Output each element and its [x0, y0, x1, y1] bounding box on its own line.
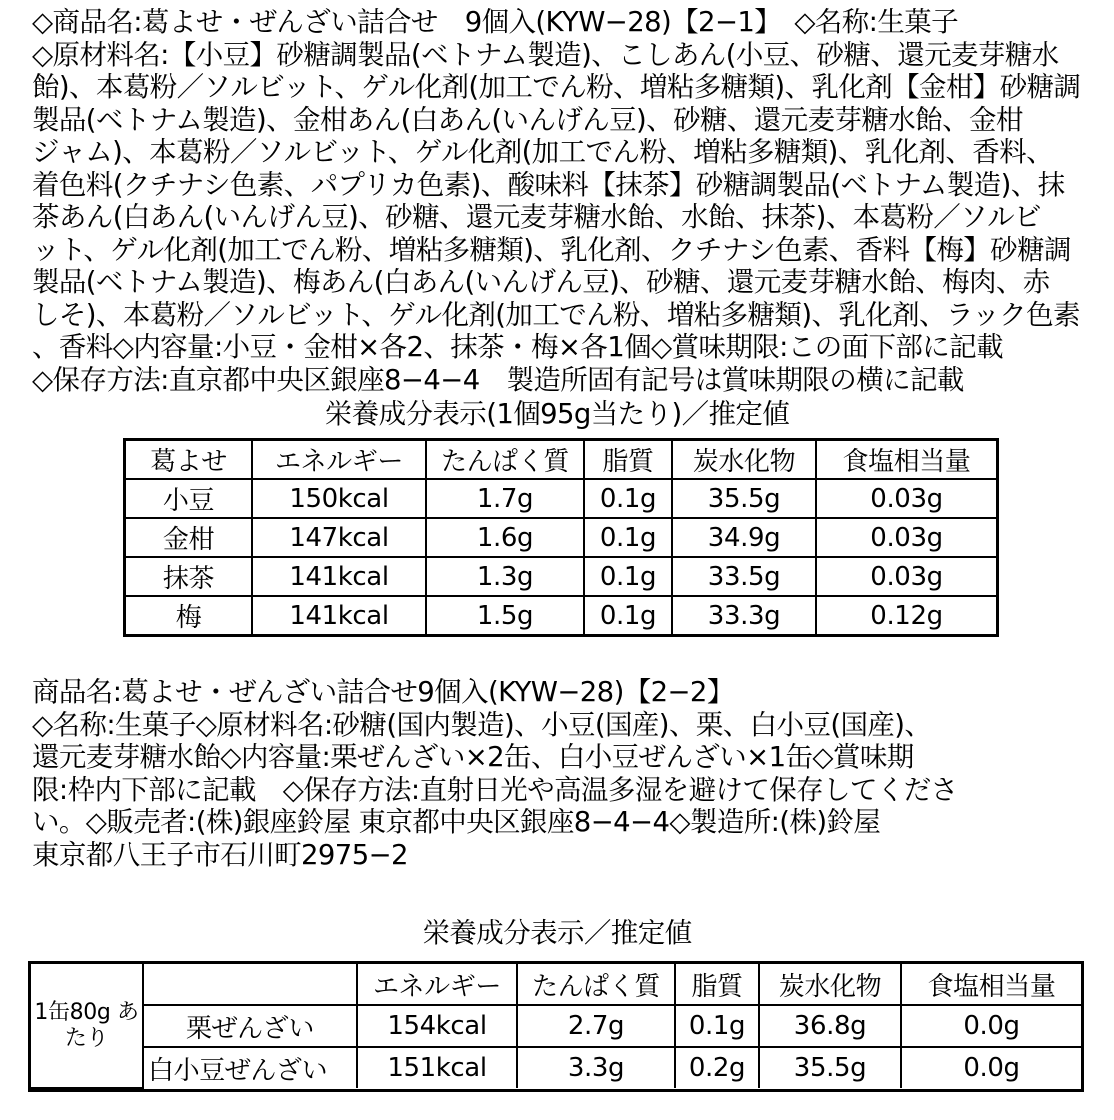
label2-line: 商品名:葛よせ・ぜんざい詰合せ9個入(KYW−28)【2−2】 — [32, 676, 734, 708]
table-cell: 0.1g — [584, 479, 672, 518]
nutrition-table-2-title: 栄養成分表示／推定値 — [422, 917, 692, 949]
table-cell: 梅 — [126, 596, 252, 634]
table-header-blank — [143, 964, 357, 1005]
table-cell: 1.3g — [426, 557, 584, 596]
label1-line: 茶あん(白あん(いんげん豆)、砂糖、還元麦芽糖水飴、水飴、抹茶)、本葛粉／ソルビ — [32, 201, 1041, 233]
table-cell: 150kcal — [252, 479, 426, 518]
table-cell: 2.7g — [517, 1005, 675, 1047]
table-cell: 0.1g — [584, 518, 672, 557]
table-cell: 147kcal — [252, 518, 426, 557]
nutrition-table-2 — [28, 961, 1084, 1092]
table-cell: 0.0g — [901, 1005, 1081, 1047]
table-header-cell: 脂質 — [675, 964, 759, 1005]
table-header-cell: 炭水化物 — [672, 441, 816, 479]
table-cell: 154kcal — [357, 1005, 517, 1047]
table-cell: 35.5g — [672, 479, 816, 518]
table-row — [126, 557, 996, 596]
table-cell: 0.1g — [584, 557, 672, 596]
label1-line: 着色料(クチナシ色素、パプリカ色素)、酸味料【抹茶】砂糖調製品(ベトナム製造)、抹 — [32, 168, 1065, 201]
table-cell: 36.8g — [759, 1005, 901, 1047]
table-header-cell: エネルギー — [357, 964, 517, 1005]
label2-line: ◇名称:生菓子◇原材料名:砂糖(国内製造)、小豆(国産)、栗、白小豆(国産)、 — [32, 708, 932, 741]
label1-line: 製品(ベトナム製造)、金柑あん(白あん(いんげん豆)、砂糖、還元麦芽糖水飴、金柑 — [32, 103, 1023, 136]
table-row — [126, 479, 996, 518]
table-row — [31, 1005, 1081, 1047]
product-label-part-2 — [32, 676, 958, 871]
table-cell: 0.1g — [675, 1005, 759, 1047]
table-cell: 1.7g — [426, 479, 584, 518]
table-row — [126, 518, 996, 557]
table-cell: 151kcal — [357, 1047, 517, 1088]
table-header-cell: 脂質 — [584, 441, 672, 479]
label2-line: い。◇販売者:(株)銀座鈴屋 東京都中央区銀座8−4−4◇製造所:(株)鈴屋 — [32, 806, 881, 838]
label1-line: ◇原材料名:【小豆】砂糖調製品(ベトナム製造)、こしあん(小豆、砂糖、還元麦芽糖水 — [32, 38, 1059, 71]
label1-line: しそ)、本葛粉／ソルビット、ゲル化剤(加工でん粉、増粘多糖類)、乳化剤、ラック色素 — [32, 298, 1080, 331]
table-cell: 0.03g — [816, 518, 996, 557]
serving-size-cell: 1缶80g あたり — [31, 964, 143, 1088]
table-row — [31, 1047, 1081, 1088]
table-cell: 小豆 — [126, 479, 252, 518]
label2-line: 限:枠内下部に記載 ◇保存方法:直射日光や高温多湿を避けて保存してくださ — [32, 773, 958, 806]
table-cell: 141kcal — [252, 596, 426, 634]
table-cell: 141kcal — [252, 557, 426, 596]
table-header-row — [31, 964, 1081, 1005]
table-cell: 3.3g — [517, 1047, 675, 1088]
table-cell: 0.1g — [584, 596, 672, 634]
nutrition-table-1 — [123, 438, 999, 637]
label1-line: ット、ゲル化剤(加工でん粉、増粘多糖類)、乳化剤、クチナシ色素、香料【梅】砂糖調 — [32, 233, 1071, 266]
table-cell: 33.3g — [672, 596, 816, 634]
table-cell: 1.6g — [426, 518, 584, 557]
table-cell: 0.03g — [816, 479, 996, 518]
product-label-part-1 — [32, 6, 1080, 396]
label1-line: ◇保存方法:直京都中央区銀座8−4−4 製造所固有記号は賞味期限の横に記載 — [32, 363, 964, 396]
table-header-cell: 葛よせ — [126, 441, 252, 479]
table-cell: 35.5g — [759, 1047, 901, 1088]
table-cell: 金柑 — [126, 518, 252, 557]
table-row — [126, 596, 996, 634]
label1-line: 、香料◇内容量:小豆・金柑×各2、抹茶・梅×各1個◇賞味期限:この面下部に記載 — [32, 331, 1004, 363]
label1-line: ジャム)、本葛粉／ソルビット、ゲル化剤(加工でん粉、増粘多糖類)、乳化剤、香料、 — [32, 136, 1054, 168]
table-cell: 0.03g — [816, 557, 996, 596]
table-header-cell: 食塩相当量 — [816, 441, 996, 479]
table-cell: 34.9g — [672, 518, 816, 557]
table-header-cell: エネルギー — [252, 441, 426, 479]
table-cell: 1.5g — [426, 596, 584, 634]
table-cell: 栗ぜんざい — [143, 1005, 357, 1047]
table-header-cell: 炭水化物 — [759, 964, 901, 1005]
table-header-cell: 食塩相当量 — [901, 964, 1081, 1005]
label1-line: 飴)、本葛粉／ソルビット、ゲル化剤(加工でん粉、増粘多糖類)、乳化剤【金柑】砂糖調 — [32, 71, 1081, 103]
table-header-cell: たんぱく質 — [517, 964, 675, 1005]
table-cell: 33.5g — [672, 557, 816, 596]
label1-line: 製品(ベトナム製造)、梅あん(白あん(いんげん豆)、砂糖、還元麦芽糖水飴、梅肉、赤 — [32, 266, 1050, 298]
table-cell: 0.12g — [816, 596, 996, 634]
table-cell: 抹茶 — [126, 557, 252, 596]
label2-line: 還元麦芽糖水飴◇内容量:栗ぜんざい×2缶、白小豆ぜんざい×1缶◇賞味期 — [32, 741, 914, 773]
table-header-row — [126, 441, 996, 479]
label1-line: ◇商品名:葛よせ・ぜんざい詰合せ 9個入(KYW−28)【2−1】 ◇名称:生菓子 — [32, 6, 959, 38]
table-cell: 0.2g — [675, 1047, 759, 1088]
table-header-cell: たんぱく質 — [426, 441, 584, 479]
nutrition-table-1-title: 栄養成分表示(1個95g当たり)／推定値 — [324, 398, 790, 430]
label2-line: 東京都八王子市石川町2975−2 — [32, 838, 408, 871]
table-cell: 0.0g — [901, 1047, 1081, 1088]
table-cell: 白小豆ぜんざい — [143, 1047, 357, 1088]
